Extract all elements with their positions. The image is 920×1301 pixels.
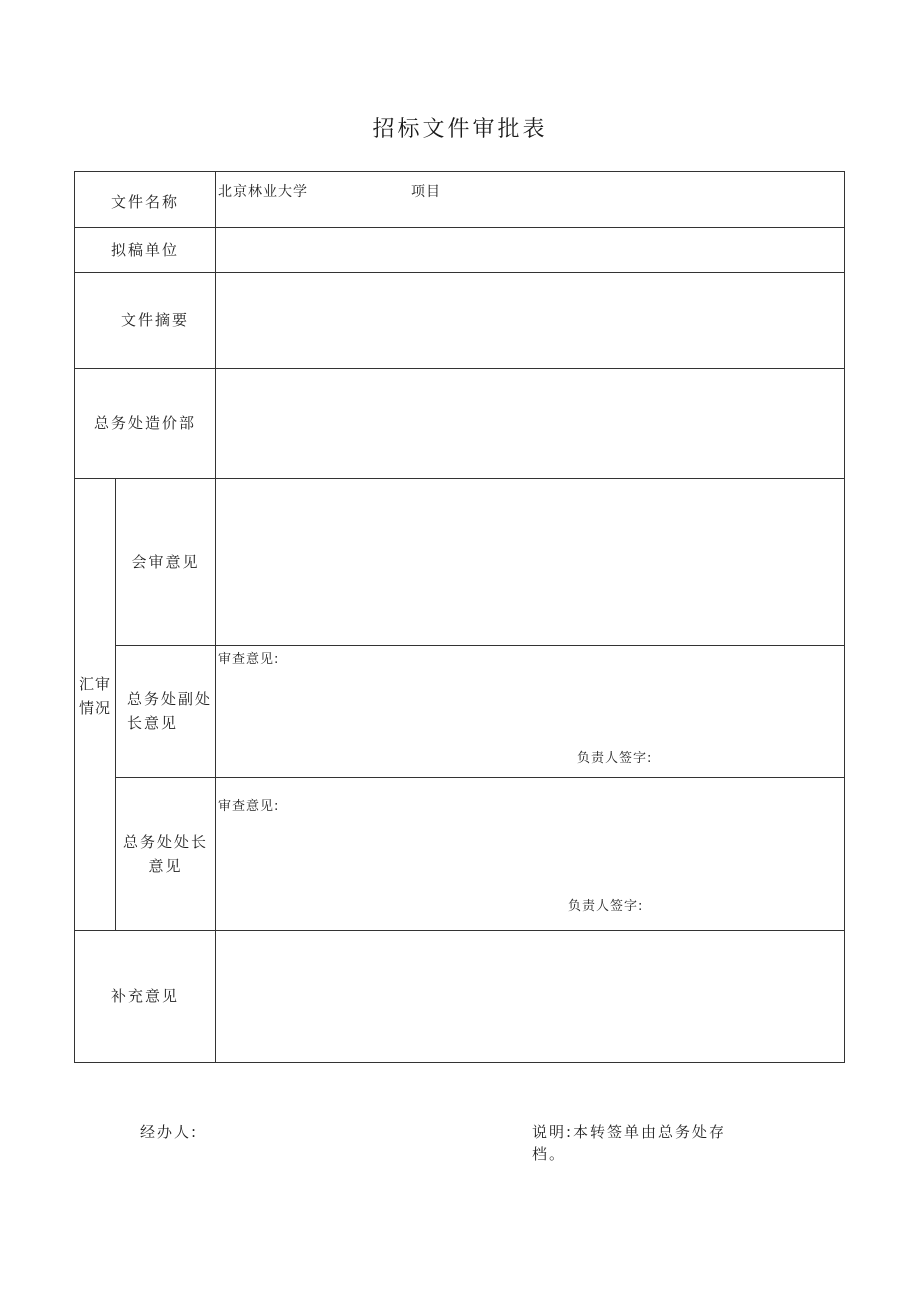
director-label-line1: 总务处处长 <box>122 833 208 851</box>
file-name-value-prefix[interactable]: 北京林业大学 <box>218 184 308 200</box>
director-signature[interactable]: 负责人签字: <box>568 899 644 914</box>
form-title: 招标文件审批表 <box>372 117 548 142</box>
review-group-label-line1: 汇审 <box>78 675 111 693</box>
approval-form-table <box>74 171 845 1063</box>
footer-note-line2: 档。 <box>532 1145 567 1163</box>
row-divider <box>115 777 844 778</box>
deputy-director-label-line1: 总务处副处 <box>127 690 213 708</box>
deputy-director-opinion-field[interactable] <box>216 668 844 738</box>
drafting-unit-field[interactable] <box>216 228 844 272</box>
file-summary-field[interactable] <box>216 273 844 368</box>
deputy-director-signature[interactable]: 负责人签字: <box>577 751 653 766</box>
cost-department-field[interactable] <box>216 369 844 478</box>
joint-review-field[interactable] <box>216 479 844 645</box>
file-name-value-suffix: 项目 <box>411 184 441 200</box>
supplementary-field[interactable] <box>216 931 844 1062</box>
review-group-label-line2: 情况 <box>78 699 111 717</box>
director-label-line2: 意见 <box>148 857 183 875</box>
director-label <box>116 830 215 878</box>
handler-label: 经办人: <box>140 1123 199 1141</box>
director-opinion-field[interactable] <box>216 815 844 885</box>
footer-note-line1: 说明:本转签单由总务处存 <box>532 1123 727 1141</box>
row-divider <box>115 645 844 646</box>
footer-note <box>532 1121 726 1165</box>
deputy-director-label <box>127 687 217 735</box>
deputy-director-review-opinion: 审查意见: <box>218 652 280 667</box>
review-group-label <box>75 672 115 720</box>
director-review-opinion: 审查意见: <box>218 799 280 814</box>
supplementary-label: 补充意见 <box>110 987 179 1005</box>
file-name-label: 文件名称 <box>110 193 179 211</box>
joint-review-label: 会审意见 <box>131 552 200 571</box>
deputy-director-label-line2: 长意见 <box>127 714 179 732</box>
drafting-unit-label: 拟稿单位 <box>110 240 179 259</box>
file-summary-label: 文件摘要 <box>120 311 189 329</box>
cost-department-label: 总务处造价部 <box>93 414 196 432</box>
